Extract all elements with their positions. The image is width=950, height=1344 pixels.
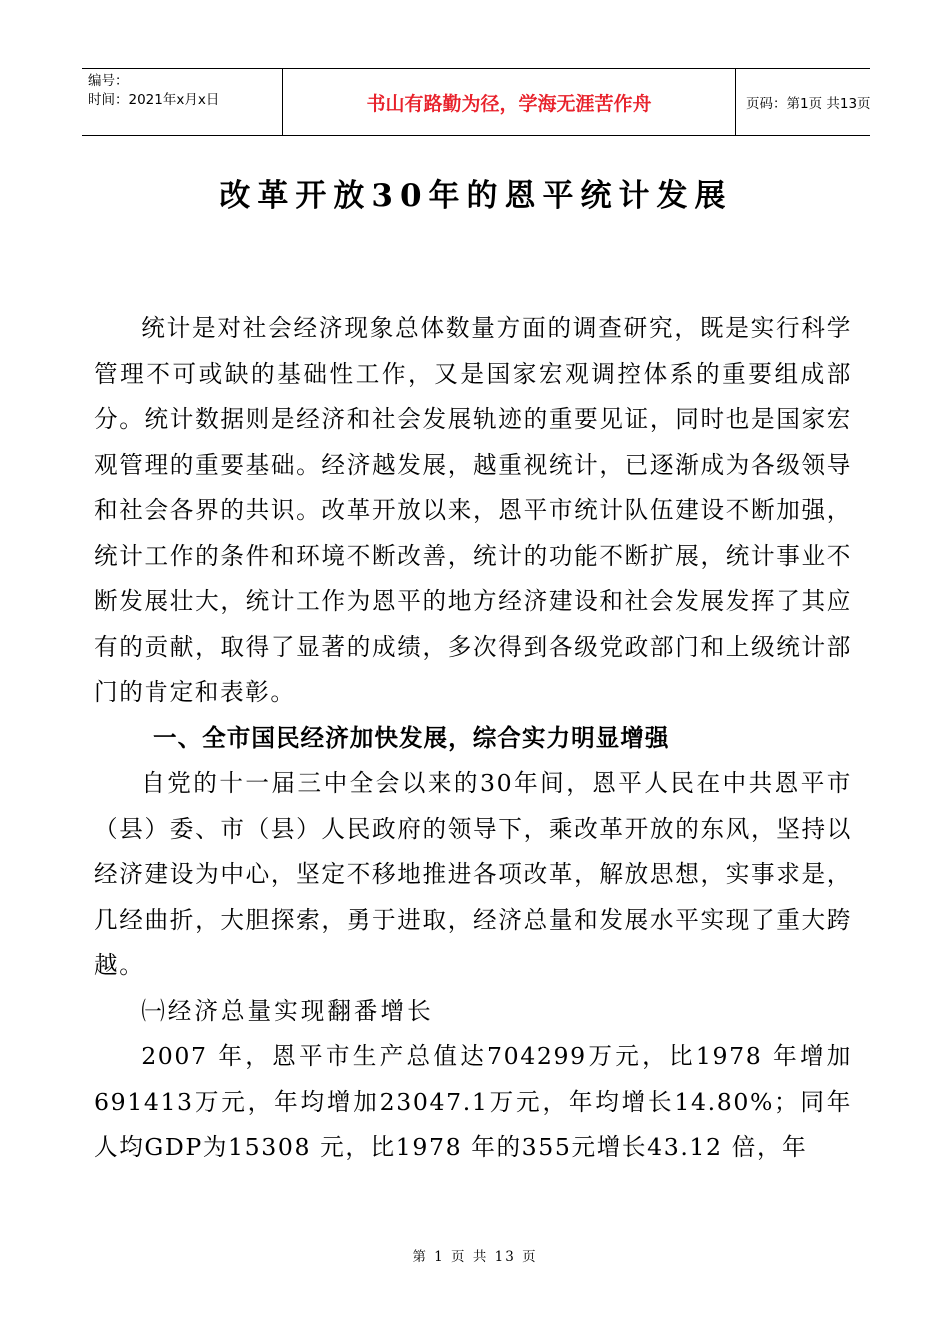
header-meta [82, 69, 282, 135]
header-motto: 书山有路勤为径，学海无涯苦作舟 [282, 69, 736, 135]
page-footer: 第 1 页 共 13 页 [412, 1249, 538, 1265]
subsection-heading: ㈠经济总量实现翻番增长 [141, 996, 434, 1025]
header-page-info: 页码：第1页 共13页 [746, 96, 871, 112]
subsection-paragraph: 2007 年，恩平市生产总值达704299万元，比1978 年增加691413万元，年均增加23047.1万元，年均增长14.80%；同年人均GDP为15308 元，比1978 年的355元增长43.12 倍，年 [94, 1042, 852, 1161]
document-body [94, 306, 852, 1171]
section-paragraph: 自党的十一届三中全会以来的30年间，恩平人民在中共恩平市（县）委、市（县）人民政府的领导下，乘改革开放的东风，坚持以经济建设为中心，坚定不移地推进各项改革，解放思想，实事求是，几经曲折，大胆探索，勇于进取，经济总量和发展水平实现了重大跨越。 [94, 769, 852, 979]
intro-paragraph: 统计是对社会经济现象总体数量方面的调查研究，既是实行科学管理不可或缺的基础性工作，又是国家宏观调控体系的重要组成部分。统计数据则是经济和社会发展轨迹的重要见证，同时也是国家宏观管理的重要基础。经济越发展，越重视统计，已逐渐成为各级领导和社会各界的共识。改革开放以来，恩平市统计队伍建设不断加强，统计工作的条件和环境不断改善，统计的功能不断扩展，统计事业不断发展壮大，统计工作为恩平的地方经济建设和社会发展发挥了其应有的贡献，取得了显著的成绩，多次得到各级党政部门和上级统计部门的肯定和表彰。 [94, 314, 852, 706]
document-title: 改革开放30年的恩平统计发展 [219, 178, 733, 214]
page-header [82, 68, 870, 136]
section-heading: 一、全市国民经济加快发展，综合实力明显增强 [153, 723, 670, 752]
number-label: 编号： [88, 73, 129, 89]
time-label: 时间：2021年x月x日 [88, 92, 220, 108]
